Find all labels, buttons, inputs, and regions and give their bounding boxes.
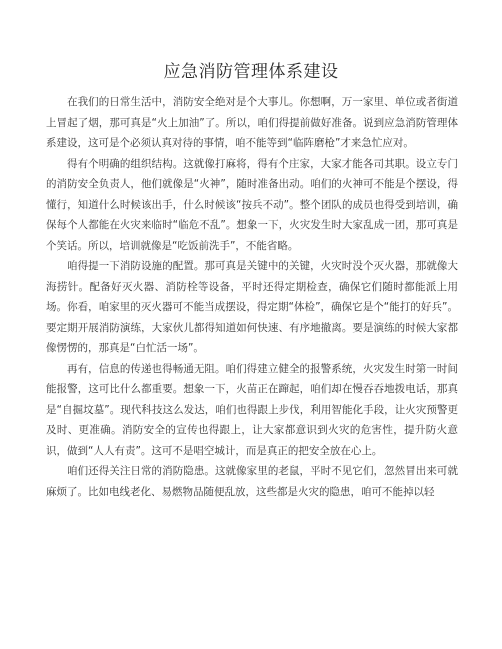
document-body bbox=[46, 92, 458, 502]
paragraph-4: 再有，信息的传递也得畅通无阻。咱们得建立健全的报警系统，火灾发生时第一时间能报警，这可比什么都重要。想象一下，火苗正在蹿起，咱们却在慢吞吞地拨电话，那真是“自掘坟墓”。现代科技这么发达，咱们也得跟上步伐，利用智能化手段，让火灾预警更及时、更准确。消防安全的宣传也得跟上，让大家都意识到火灾的危害性，提升防火意识，做到“人人有责”。这可不是唱空城计，而是真正的把安全放在心上。 bbox=[46, 362, 458, 457]
paragraph-3: 咱得提一下消防设施的配置。那可真是关键中的关键，火灾时没个灭火器，那就像大海捞针。配备好灭火器、消防栓等设备，平时还得定期检查，确保它们随时都能派上用场。你看，咱家里的灭火器可不能当成摆设，得定期“体检”，确保它是个“能打的好兵”。要定期开展消防演练，大家伙儿都得知道如何快速、有序地撤离。要是演练的时候大家都像愣愣的，那真是“白忙活一场”。 bbox=[46, 260, 458, 354]
document-title: 应急消防管理体系建设 bbox=[163, 62, 339, 82]
paragraph-2: 得有个明确的组织结构。这就像打麻将，得有个庄家，大家才能各司其职。设立专门的消防安全负责人，他们就像是“火神”，随时准备出动。咱们的火神可不能是个摆设，得懂行，知道什么时候该出手，什么时候该“按兵不动”。整个团队的成员也得受到培训，确保每个人都能在火灾来临时“临危不乱”。想象一下，火灾发生时大家乱成一团，那可真是个笑话。所以，培训就像是“吃饭前洗手”，不能省略。 bbox=[46, 157, 458, 252]
paragraph-1: 在我们的日常生活中，消防安全绝对是个大事儿。你想啊，万一家里、单位或者街道上冒起了烟，那可真是“火上加油”了。所以，咱们得提前做好准备。说到应急消防管理体系建设，这可是个必须认真对待的事情，咱不能等到“临阵磨枪”才来急忙应对。 bbox=[46, 96, 458, 149]
paragraph-5: 咱们还得关注日常的消防隐患。这就像家里的老鼠，平时不见它们，忽然冒出来可就麻烦了。比如电线老化、易燃物品随便乱放，这些都是火灾的隐患，咱可不能掉以轻 bbox=[46, 465, 458, 498]
